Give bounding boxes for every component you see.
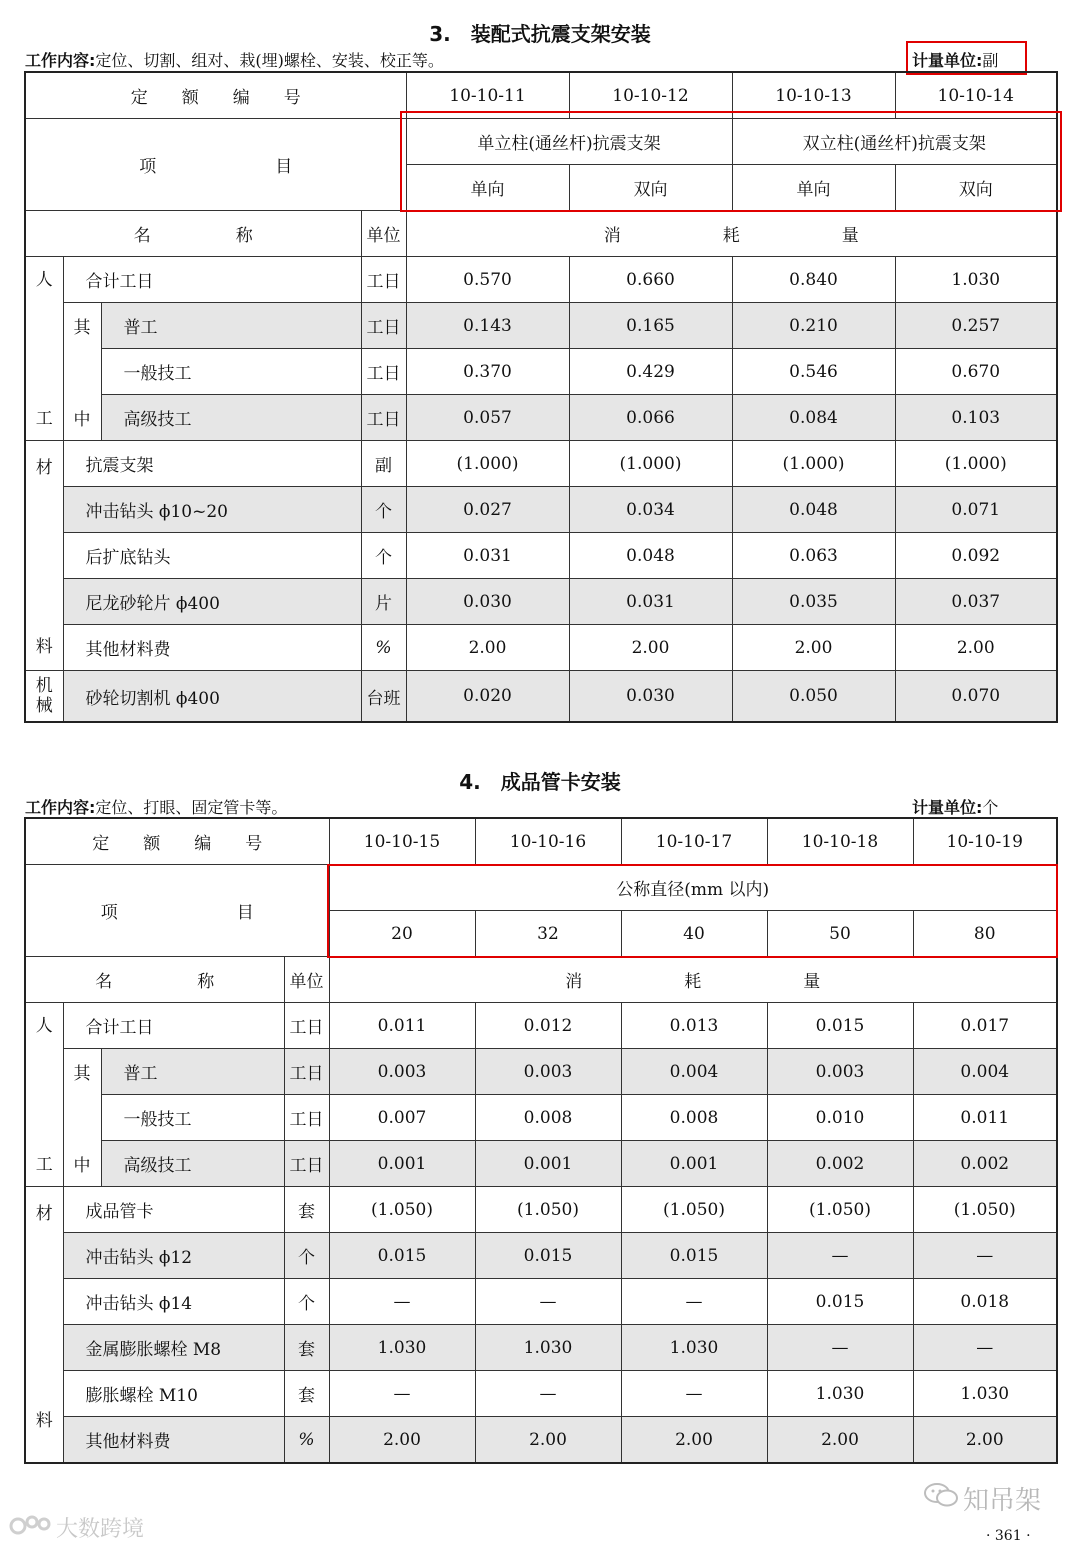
code-cell: 10-10-11 bbox=[406, 72, 569, 119]
table-row bbox=[25, 349, 1057, 395]
value-cell: 2.00 bbox=[621, 1417, 767, 1464]
value-cell: 2.00 bbox=[329, 1417, 475, 1464]
value-cell: 1.030 bbox=[895, 257, 1057, 303]
value-cell: 0.034 bbox=[569, 487, 732, 533]
work-text: 定位、切割、组对、栽(埋)螺栓、安装、校正等。 bbox=[95, 51, 444, 70]
category-char: 工 bbox=[35, 409, 53, 429]
item-sub: 32 bbox=[475, 911, 621, 957]
category-char: 材 bbox=[35, 458, 53, 478]
unit-label: 计量单位: bbox=[912, 51, 983, 70]
value-cell: 0.012 bbox=[475, 1003, 621, 1049]
value-cell: 0.660 bbox=[569, 257, 732, 303]
table-row bbox=[25, 533, 1057, 579]
row-name: 砂轮切割机 ϕ400 bbox=[63, 671, 361, 723]
row-name: 冲击钻头 ϕ12 bbox=[63, 1233, 284, 1279]
value-cell: 0.037 bbox=[895, 579, 1057, 625]
value-cell: 0.084 bbox=[732, 395, 895, 441]
value-cell: 1.030 bbox=[913, 1371, 1057, 1417]
value-cell: — bbox=[767, 1325, 913, 1371]
row-unit: 个 bbox=[361, 533, 406, 579]
value-cell: 1.030 bbox=[767, 1371, 913, 1417]
item-sub: 20 bbox=[329, 911, 475, 957]
wechat-icon bbox=[924, 1482, 958, 1508]
table-row bbox=[25, 1003, 1057, 1049]
value-cell: (1.000) bbox=[732, 441, 895, 487]
value-cell: 1.030 bbox=[329, 1325, 475, 1371]
value-cell: 0.017 bbox=[913, 1003, 1057, 1049]
table-row bbox=[25, 1049, 1057, 1095]
watermark-logo-icon bbox=[8, 1512, 54, 1540]
row-name: 冲击钻头 ϕ14 bbox=[63, 1279, 284, 1325]
item-highlight-box bbox=[327, 864, 1058, 958]
item-sub: 双向 bbox=[895, 165, 1057, 211]
work-label: 工作内容: bbox=[25, 51, 96, 70]
row-unit: 工日 bbox=[284, 1003, 329, 1049]
row-unit: % bbox=[361, 625, 406, 671]
value-cell: 2.00 bbox=[913, 1417, 1057, 1464]
value-cell: 0.020 bbox=[406, 671, 569, 723]
value-cell: 0.002 bbox=[913, 1141, 1057, 1187]
value-cell: 0.071 bbox=[895, 487, 1057, 533]
row-unit: % bbox=[284, 1417, 329, 1464]
value-cell: 0.003 bbox=[767, 1049, 913, 1095]
value-cell: 0.008 bbox=[621, 1095, 767, 1141]
value-cell: 0.210 bbox=[732, 303, 895, 349]
sub-category-top: 其 bbox=[63, 303, 101, 349]
table-row bbox=[25, 1141, 1057, 1187]
code-cell: 10-10-16 bbox=[475, 818, 621, 865]
section4-title: 4. 成品管卡安装 bbox=[459, 770, 621, 794]
item-sub: 单向 bbox=[732, 165, 895, 211]
consume-label: 消 耗 量 bbox=[406, 211, 1057, 257]
value-cell: (1.050) bbox=[329, 1187, 475, 1233]
code-cell: 10-10-14 bbox=[895, 72, 1057, 119]
row-name: 尼龙砂轮片 ϕ400 bbox=[63, 579, 361, 625]
table-row bbox=[25, 257, 1057, 303]
value-cell: 0.048 bbox=[732, 487, 895, 533]
category-char: 工 bbox=[35, 1155, 53, 1175]
unit-value: 副 bbox=[982, 51, 999, 70]
code-row bbox=[25, 818, 1057, 865]
table-row bbox=[25, 625, 1057, 671]
value-cell: 0.011 bbox=[329, 1003, 475, 1049]
value-cell: 0.015 bbox=[621, 1233, 767, 1279]
section3-title: 3. 装配式抗震支架安装 bbox=[429, 22, 651, 46]
value-cell: 1.030 bbox=[621, 1325, 767, 1371]
table-row bbox=[25, 1095, 1057, 1141]
row-unit: 个 bbox=[284, 1233, 329, 1279]
value-cell: 0.001 bbox=[329, 1141, 475, 1187]
value-cell: 0.257 bbox=[895, 303, 1057, 349]
item-label: 项 目 bbox=[25, 865, 329, 957]
value-cell: 0.011 bbox=[913, 1095, 1057, 1141]
value-cell: 0.013 bbox=[621, 1003, 767, 1049]
sub-category-top: 其 bbox=[63, 1049, 101, 1095]
value-cell: 0.015 bbox=[767, 1003, 913, 1049]
value-cell: 0.050 bbox=[732, 671, 895, 723]
category-char: 人 bbox=[35, 1016, 53, 1036]
category-char: 料 bbox=[35, 1411, 53, 1431]
value-cell: 0.063 bbox=[732, 533, 895, 579]
category-char: 械 bbox=[35, 696, 53, 716]
work-text: 定位、打眼、固定管卡等。 bbox=[95, 798, 288, 817]
value-cell: 0.070 bbox=[895, 671, 1057, 723]
row-name: 其他材料费 bbox=[63, 625, 361, 671]
section4-measure-unit bbox=[912, 795, 998, 818]
section3-work-content bbox=[25, 48, 444, 71]
value-cell: 0.007 bbox=[329, 1095, 475, 1141]
row-name: 一般技工 bbox=[101, 1095, 284, 1141]
value-cell: (1.000) bbox=[406, 441, 569, 487]
unit-value: 个 bbox=[982, 798, 999, 817]
page-number: · 361 · bbox=[986, 1528, 1031, 1544]
code-cell: 10-10-18 bbox=[767, 818, 913, 865]
code-cell: 10-10-19 bbox=[913, 818, 1057, 865]
value-cell: 0.015 bbox=[767, 1279, 913, 1325]
value-cell: 0.003 bbox=[329, 1049, 475, 1095]
value-cell: 0.143 bbox=[406, 303, 569, 349]
value-cell: 0.103 bbox=[895, 395, 1057, 441]
value-cell: — bbox=[913, 1325, 1057, 1371]
name-label: 名 称 bbox=[25, 957, 284, 1003]
table-row bbox=[25, 1325, 1057, 1371]
section4-work-content bbox=[25, 795, 287, 818]
table-row bbox=[25, 303, 1057, 349]
item-sub: 40 bbox=[621, 911, 767, 957]
value-cell: (1.000) bbox=[895, 441, 1057, 487]
work-label: 工作内容: bbox=[25, 798, 96, 817]
item-label: 项 目 bbox=[25, 119, 406, 211]
row-unit: 副 bbox=[361, 441, 406, 487]
table-row bbox=[25, 487, 1057, 533]
value-cell: 2.00 bbox=[895, 625, 1057, 671]
value-cell: 2.00 bbox=[767, 1417, 913, 1464]
table-row bbox=[25, 671, 1057, 723]
row-name: 高级技工 bbox=[101, 1141, 284, 1187]
sub-category-bottom: 中 bbox=[63, 395, 101, 441]
value-cell: 0.031 bbox=[569, 579, 732, 625]
value-cell: 0.004 bbox=[913, 1049, 1057, 1095]
sub-category-spacer bbox=[63, 1095, 101, 1141]
row-unit: 套 bbox=[284, 1325, 329, 1371]
row-name: 合计工日 bbox=[63, 1003, 284, 1049]
consume-label: 消 耗 量 bbox=[329, 957, 1057, 1003]
row-name: 后扩底钻头 bbox=[63, 533, 361, 579]
value-cell: 0.429 bbox=[569, 349, 732, 395]
value-cell: — bbox=[913, 1233, 1057, 1279]
row-unit: 工日 bbox=[361, 257, 406, 303]
code-cell: 10-10-17 bbox=[621, 818, 767, 865]
code-label: 定 额 编 号 bbox=[25, 72, 406, 119]
value-cell: 0.027 bbox=[406, 487, 569, 533]
category-labor bbox=[25, 257, 63, 441]
row-unit: 台班 bbox=[361, 671, 406, 723]
category-labor bbox=[25, 1003, 63, 1187]
item-group: 单立柱(通丝杆)抗震支架 bbox=[406, 119, 732, 165]
value-cell: 1.030 bbox=[475, 1325, 621, 1371]
value-cell: 0.001 bbox=[475, 1141, 621, 1187]
item-sub: 50 bbox=[767, 911, 913, 957]
value-cell: 0.035 bbox=[732, 579, 895, 625]
category-char: 机 bbox=[35, 676, 53, 696]
value-cell: — bbox=[329, 1279, 475, 1325]
item-highlight-box bbox=[400, 111, 1062, 212]
row-unit: 套 bbox=[284, 1371, 329, 1417]
item-sub: 双向 bbox=[569, 165, 732, 211]
table-row bbox=[25, 1187, 1057, 1233]
value-cell: 0.030 bbox=[569, 671, 732, 723]
row-unit: 工日 bbox=[361, 303, 406, 349]
code-label: 定 额 编 号 bbox=[25, 818, 329, 865]
row-name: 普工 bbox=[101, 303, 361, 349]
value-cell: 0.003 bbox=[475, 1049, 621, 1095]
unit-highlight-box bbox=[906, 41, 1027, 75]
row-name: 金属膨胀螺栓 M8 bbox=[63, 1325, 284, 1371]
row-name: 冲击钻头 ϕ10~20 bbox=[63, 487, 361, 533]
value-cell: (1.000) bbox=[569, 441, 732, 487]
value-cell: 0.001 bbox=[621, 1141, 767, 1187]
value-cell: — bbox=[767, 1233, 913, 1279]
value-cell: 0.010 bbox=[767, 1095, 913, 1141]
table-row bbox=[25, 395, 1057, 441]
row-name: 其他材料费 bbox=[63, 1417, 284, 1464]
category-char: 材 bbox=[35, 1204, 53, 1224]
category-char: 料 bbox=[35, 637, 53, 657]
category-material bbox=[25, 1187, 63, 1464]
value-cell: 0.670 bbox=[895, 349, 1057, 395]
code-cell: 10-10-12 bbox=[569, 72, 732, 119]
row-unit: 工日 bbox=[284, 1141, 329, 1187]
value-cell: 0.018 bbox=[913, 1279, 1057, 1325]
row-unit: 个 bbox=[284, 1279, 329, 1325]
unit-col-label: 单位 bbox=[361, 211, 406, 257]
row-unit: 套 bbox=[284, 1187, 329, 1233]
item-group: 双立柱(通丝杆)抗震支架 bbox=[732, 119, 1057, 165]
table-row bbox=[25, 441, 1057, 487]
sub-category-spacer bbox=[63, 349, 101, 395]
row-name: 合计工日 bbox=[63, 257, 361, 303]
value-cell: 0.031 bbox=[406, 533, 569, 579]
value-cell: 2.00 bbox=[475, 1417, 621, 1464]
watermark-dashukuajing: 大数跨境 bbox=[56, 1517, 145, 1542]
item-sub: 单向 bbox=[406, 165, 569, 211]
watermark-zhidiaojia: 知吊架 bbox=[963, 1486, 1042, 1516]
value-cell: 0.165 bbox=[569, 303, 732, 349]
value-cell: — bbox=[475, 1371, 621, 1417]
table-row bbox=[25, 1417, 1057, 1464]
table-row bbox=[25, 1279, 1057, 1325]
value-cell: 0.048 bbox=[569, 533, 732, 579]
value-cell: — bbox=[475, 1279, 621, 1325]
row-name: 抗震支架 bbox=[63, 441, 361, 487]
row-unit: 工日 bbox=[284, 1095, 329, 1141]
table-row bbox=[25, 579, 1057, 625]
value-cell: 0.015 bbox=[329, 1233, 475, 1279]
value-cell: 2.00 bbox=[569, 625, 732, 671]
value-cell: 0.015 bbox=[475, 1233, 621, 1279]
row-name: 膨胀螺栓 M10 bbox=[63, 1371, 284, 1417]
value-cell: 2.00 bbox=[406, 625, 569, 671]
value-cell: 0.002 bbox=[767, 1141, 913, 1187]
unit-label: 计量单位: bbox=[912, 798, 983, 817]
table-row bbox=[25, 1233, 1057, 1279]
value-cell: 2.00 bbox=[732, 625, 895, 671]
value-cell: 0.570 bbox=[406, 257, 569, 303]
row-unit: 片 bbox=[361, 579, 406, 625]
name-label: 名 称 bbox=[25, 211, 361, 257]
value-cell: 0.030 bbox=[406, 579, 569, 625]
sub-category-bottom: 中 bbox=[63, 1141, 101, 1187]
value-cell: (1.050) bbox=[621, 1187, 767, 1233]
value-cell: — bbox=[621, 1279, 767, 1325]
value-cell: 0.066 bbox=[569, 395, 732, 441]
value-cell: (1.050) bbox=[475, 1187, 621, 1233]
value-cell: 0.008 bbox=[475, 1095, 621, 1141]
row-name: 高级技工 bbox=[101, 395, 361, 441]
value-cell: — bbox=[621, 1371, 767, 1417]
value-cell: 0.057 bbox=[406, 395, 569, 441]
category-material bbox=[25, 441, 63, 671]
unit-col-label: 单位 bbox=[284, 957, 329, 1003]
name-header-row bbox=[25, 211, 1057, 257]
category-char: 人 bbox=[35, 270, 53, 290]
name-header-row bbox=[25, 957, 1057, 1003]
category-machine bbox=[25, 671, 63, 723]
row-name: 成品管卡 bbox=[63, 1187, 284, 1233]
code-cell: 10-10-15 bbox=[329, 818, 475, 865]
value-cell: 0.546 bbox=[732, 349, 895, 395]
item-sub: 80 bbox=[913, 911, 1057, 957]
value-cell: 0.004 bbox=[621, 1049, 767, 1095]
table-row bbox=[25, 1371, 1057, 1417]
item-group: 公称直径(mm 以内) bbox=[329, 865, 1057, 911]
value-cell: (1.050) bbox=[767, 1187, 913, 1233]
row-unit: 工日 bbox=[361, 349, 406, 395]
row-unit: 工日 bbox=[361, 395, 406, 441]
value-cell: 0.370 bbox=[406, 349, 569, 395]
value-cell: 0.840 bbox=[732, 257, 895, 303]
row-unit: 个 bbox=[361, 487, 406, 533]
code-cell: 10-10-13 bbox=[732, 72, 895, 119]
value-cell: — bbox=[329, 1371, 475, 1417]
value-cell: 0.092 bbox=[895, 533, 1057, 579]
value-cell: (1.050) bbox=[913, 1187, 1057, 1233]
row-name: 普工 bbox=[101, 1049, 284, 1095]
row-name: 一般技工 bbox=[101, 349, 361, 395]
row-unit: 工日 bbox=[284, 1049, 329, 1095]
